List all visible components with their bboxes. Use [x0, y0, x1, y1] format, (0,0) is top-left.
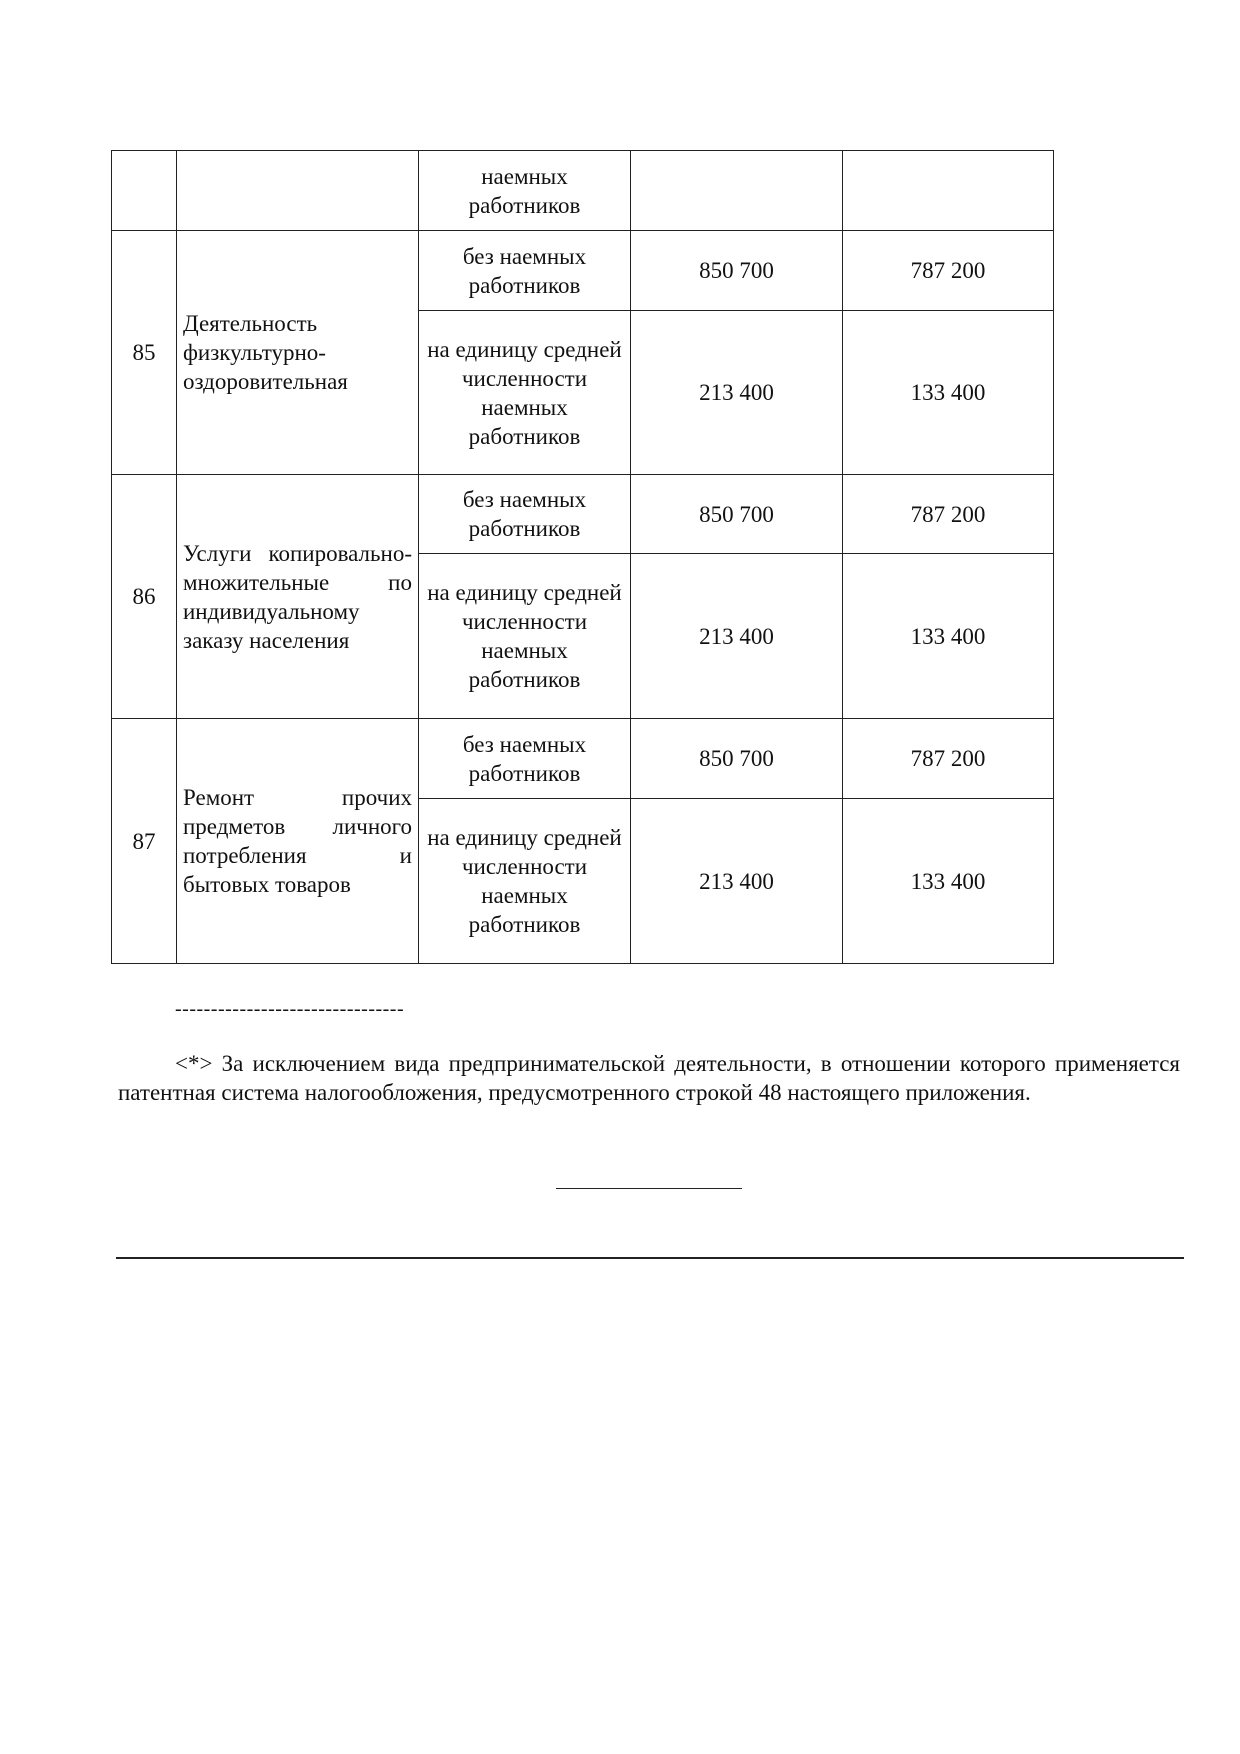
activity-name-cell	[177, 719, 419, 964]
value-cell-1: 213 400	[631, 554, 843, 719]
value-cell-2: 133 400	[843, 554, 1054, 719]
subtype-cell: на единицу средней численности наемных работников	[419, 311, 631, 475]
activity-name-cell	[177, 151, 419, 231]
activity-name-cell	[177, 475, 419, 719]
activity-name: Деятельность физкультурно-оздоровительная	[183, 311, 348, 394]
subtype-cell: без наемных работников	[419, 231, 631, 311]
subtype-cell: на единицу средней численности наемных работников	[419, 799, 631, 964]
tax-rates-table	[111, 150, 1054, 964]
value-cell-2	[843, 151, 1054, 231]
activity-name-cell	[177, 231, 419, 475]
table-row-continued	[112, 151, 1054, 231]
activity-name: Ремонт прочих предметов личного потребления и бытовых товаров	[183, 785, 412, 897]
value-cell-1: 850 700	[631, 475, 843, 554]
subtype-cell: без наемных работников	[419, 475, 631, 554]
value-cell-2: 133 400	[843, 311, 1054, 475]
value-cell-1	[631, 151, 843, 231]
value-cell-2: 133 400	[843, 799, 1054, 964]
value-cell-2: 787 200	[843, 719, 1054, 799]
row-number-cell: 86	[112, 475, 177, 719]
row-number-cell: 85	[112, 231, 177, 475]
value-cell-1: 850 700	[631, 231, 843, 311]
row-number-cell: 87	[112, 719, 177, 964]
footnote-text: <*> За исключением вида предпринимательской деятельности, в отношении которого применяется патентная система налогообложения, предусмотренного строкой 48 настоящего приложения.	[118, 1051, 1180, 1105]
end-of-appendix-rule	[556, 1188, 742, 1189]
subtype-cell: без наемных работников	[419, 719, 631, 799]
table-row-87	[112, 719, 1054, 799]
value-cell-2: 787 200	[843, 475, 1054, 554]
activity-name: Услуги копировально-множительные по индивидуальному заказу населения	[183, 540, 412, 653]
table-row-85	[112, 231, 1054, 311]
subtype-cell: наемных работников	[419, 151, 631, 231]
row-number-cell	[112, 151, 177, 231]
subtype-cell: на единицу средней численности наемных работников	[419, 554, 631, 719]
footnote-separator: --------------------------------	[175, 998, 405, 1020]
table-row-86	[112, 475, 1054, 554]
value-cell-1: 850 700	[631, 719, 843, 799]
page-bottom-rule	[116, 1257, 1184, 1259]
value-cell-1: 213 400	[631, 799, 843, 964]
value-cell-2: 787 200	[843, 231, 1054, 311]
value-cell-1: 213 400	[631, 311, 843, 475]
